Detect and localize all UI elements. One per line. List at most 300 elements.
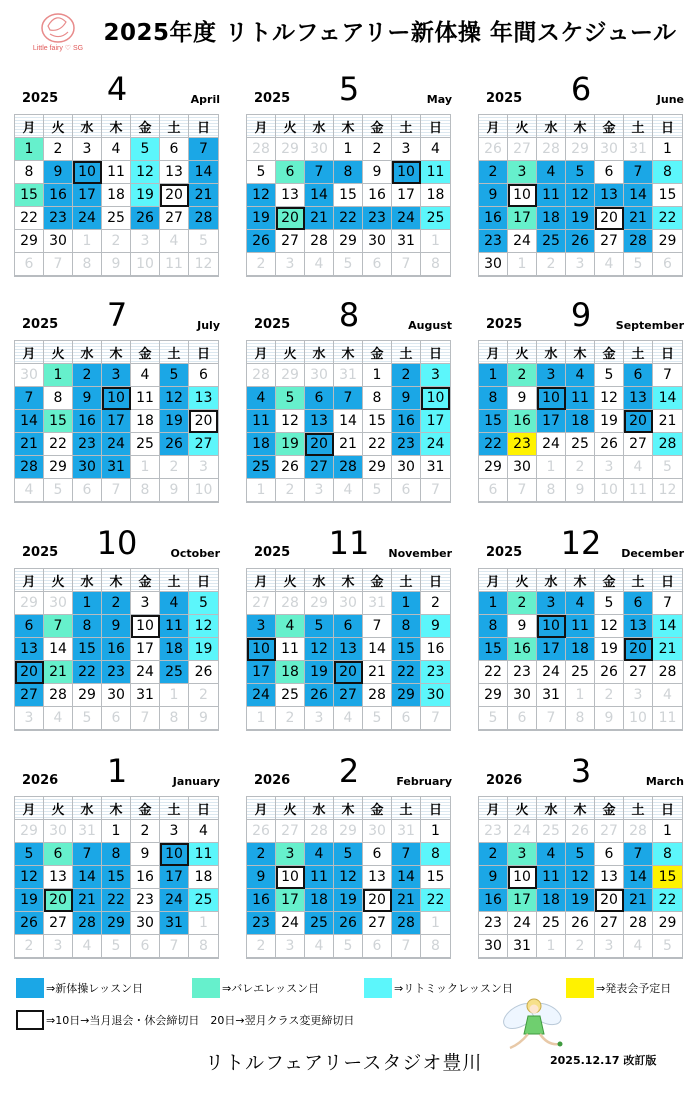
day-cell: 22 xyxy=(15,207,44,230)
day-cell: 16 xyxy=(508,410,537,433)
day-cell: 29 xyxy=(653,912,682,935)
month-block xyxy=(14,738,220,959)
adjacent-month-day: 2 xyxy=(537,253,566,276)
adjacent-month-day: 31 xyxy=(392,820,421,843)
day-cell: 12 xyxy=(15,866,44,889)
adjacent-month-day: 1 xyxy=(508,253,537,276)
adjacent-month-day: 8 xyxy=(566,707,595,730)
day-cell: 16 xyxy=(363,184,392,207)
day-cell: 14 xyxy=(44,638,73,661)
day-cell: 5 xyxy=(595,364,624,387)
adjacent-month-day: 2 xyxy=(247,935,276,958)
adjacent-month-day: 6 xyxy=(479,479,508,502)
weekday-header: 木 xyxy=(566,569,595,592)
day-cell: 28 xyxy=(653,661,682,684)
weekday-header: 土 xyxy=(160,341,189,364)
day-cell: 2 xyxy=(102,592,131,615)
day-cell: 16 xyxy=(102,638,131,661)
weekday-header: 火 xyxy=(508,115,537,138)
adjacent-month-day: 27 xyxy=(247,592,276,615)
day-cell: 7 xyxy=(653,364,682,387)
day-cell: 30 xyxy=(479,253,508,276)
day-cell: 31 xyxy=(392,230,421,253)
day-cell: 18 xyxy=(189,866,218,889)
day-cell: 4 xyxy=(566,364,595,387)
weekday-header: 木 xyxy=(102,797,131,820)
day-cell: 11 xyxy=(247,410,276,433)
weekday-header: 土 xyxy=(392,341,421,364)
revision-date: 2025.12.17 改訂版 xyxy=(550,1054,657,1067)
weekday-header: 日 xyxy=(421,115,450,138)
weekday-header: 火 xyxy=(44,115,73,138)
day-cell: 8 xyxy=(334,161,363,184)
adjacent-month-day: 9 xyxy=(595,707,624,730)
day-cell: 3 xyxy=(421,364,450,387)
day-cell: 1 xyxy=(653,138,682,161)
day-cell: 26 xyxy=(305,684,334,707)
adjacent-month-day: 7 xyxy=(392,253,421,276)
day-cell: 25 xyxy=(102,207,131,230)
day-cell: 25 xyxy=(247,456,276,479)
month-number: 5 xyxy=(338,70,360,108)
adjacent-month-day: 7 xyxy=(102,479,131,502)
day-cell: 18 xyxy=(305,889,334,912)
day-cell: 18 xyxy=(131,410,160,433)
adjacent-month-day: 29 xyxy=(276,364,305,387)
month-header xyxy=(14,510,220,568)
day-cell: 19 xyxy=(566,207,595,230)
day-cell: 10 xyxy=(160,843,189,866)
adjacent-month-day: 29 xyxy=(334,820,363,843)
adjacent-month-day: 6 xyxy=(131,935,160,958)
day-cell: 22 xyxy=(102,889,131,912)
day-cell: 26 xyxy=(189,661,218,684)
adjacent-month-day: 3 xyxy=(189,456,218,479)
adjacent-month-day: 3 xyxy=(44,935,73,958)
adjacent-month-day: 3 xyxy=(15,707,44,730)
day-cell: 21 xyxy=(653,410,682,433)
day-cell: 9 xyxy=(421,615,450,638)
adjacent-month-day: 10 xyxy=(595,479,624,502)
day-cell: 17 xyxy=(537,410,566,433)
weekday-header: 月 xyxy=(247,341,276,364)
day-cell: 27 xyxy=(624,661,653,684)
day-cell: 4 xyxy=(160,592,189,615)
month-year: 2025 xyxy=(22,317,59,332)
weekday-header: 土 xyxy=(392,569,421,592)
month-block xyxy=(478,738,684,959)
adjacent-month-day: 28 xyxy=(305,820,334,843)
month-number: 12 xyxy=(560,524,602,562)
adjacent-month-day: 3 xyxy=(595,935,624,958)
weekday-header: 火 xyxy=(508,569,537,592)
adjacent-month-day: 26 xyxy=(566,820,595,843)
day-cell: 29 xyxy=(363,456,392,479)
day-cell: 15 xyxy=(392,638,421,661)
day-cell: 21 xyxy=(334,433,363,456)
adjacent-month-day: 28 xyxy=(624,820,653,843)
day-cell: 11 xyxy=(566,387,595,410)
weekday-header: 火 xyxy=(508,797,537,820)
adjacent-month-day: 26 xyxy=(247,820,276,843)
day-cell: 14 xyxy=(624,184,653,207)
day-cell: 24 xyxy=(392,207,421,230)
adjacent-month-day: 5 xyxy=(102,935,131,958)
weekday-header: 水 xyxy=(537,115,566,138)
day-cell: 8 xyxy=(73,615,102,638)
adjacent-month-day: 30 xyxy=(305,138,334,161)
legend-swatch-green xyxy=(192,978,220,998)
day-cell: 6 xyxy=(189,364,218,387)
day-cell: 12 xyxy=(189,615,218,638)
adjacent-month-day: 27 xyxy=(276,820,305,843)
month-year: 2025 xyxy=(486,91,523,106)
day-cell: 29 xyxy=(44,456,73,479)
adjacent-month-day: 28 xyxy=(276,592,305,615)
month-english-name: December xyxy=(621,547,684,560)
day-cell: 28 xyxy=(624,230,653,253)
day-cell: 10 xyxy=(73,161,102,184)
day-cell: 24 xyxy=(131,661,160,684)
month-english-name: September xyxy=(615,319,684,332)
day-cell: 7 xyxy=(624,843,653,866)
month-day-grid xyxy=(14,114,219,277)
adjacent-month-day: 1 xyxy=(160,684,189,707)
day-cell: 22 xyxy=(73,661,102,684)
day-cell: 27 xyxy=(624,433,653,456)
day-cell: 10 xyxy=(102,387,131,410)
day-cell: 6 xyxy=(624,592,653,615)
day-cell: 27 xyxy=(189,433,218,456)
day-cell: 16 xyxy=(131,866,160,889)
adjacent-month-day: 6 xyxy=(363,253,392,276)
day-cell: 31 xyxy=(421,456,450,479)
day-cell: 3 xyxy=(102,364,131,387)
month-block xyxy=(478,56,684,277)
day-cell: 8 xyxy=(102,843,131,866)
weekday-header: 水 xyxy=(537,569,566,592)
weekday-header: 月 xyxy=(15,115,44,138)
day-cell: 14 xyxy=(15,410,44,433)
day-cell: 15 xyxy=(653,184,682,207)
day-cell: 4 xyxy=(421,138,450,161)
weekday-header: 水 xyxy=(305,797,334,820)
adjacent-month-day: 4 xyxy=(305,935,334,958)
day-cell: 1 xyxy=(479,364,508,387)
month-english-name: June xyxy=(656,93,684,106)
day-cell: 16 xyxy=(421,638,450,661)
day-cell: 27 xyxy=(363,912,392,935)
day-cell: 9 xyxy=(247,866,276,889)
weekday-header: 水 xyxy=(73,341,102,364)
adjacent-month-day: 8 xyxy=(131,479,160,502)
day-cell: 23 xyxy=(44,207,73,230)
month-header xyxy=(14,738,220,796)
month-english-name: April xyxy=(190,93,220,106)
weekday-header: 月 xyxy=(247,797,276,820)
weekday-header: 水 xyxy=(305,569,334,592)
day-cell: 22 xyxy=(334,207,363,230)
day-cell: 17 xyxy=(508,889,537,912)
day-cell: 31 xyxy=(508,935,537,958)
month-header xyxy=(246,738,452,796)
day-cell: 5 xyxy=(595,592,624,615)
weekday-header: 土 xyxy=(160,797,189,820)
day-cell: 22 xyxy=(421,889,450,912)
day-cell: 10 xyxy=(392,161,421,184)
month-english-name: October xyxy=(170,547,220,560)
adjacent-month-day: 5 xyxy=(189,230,218,253)
day-cell: 13 xyxy=(363,866,392,889)
day-cell: 26 xyxy=(276,456,305,479)
adjacent-month-day: 7 xyxy=(537,707,566,730)
day-cell: 25 xyxy=(160,661,189,684)
day-cell: 19 xyxy=(595,638,624,661)
adjacent-month-day: 6 xyxy=(392,707,421,730)
day-cell: 23 xyxy=(508,433,537,456)
month-header xyxy=(246,282,452,340)
day-cell: 20 xyxy=(363,889,392,912)
weekday-header: 日 xyxy=(189,797,218,820)
legend-swatch-yellow xyxy=(566,978,594,998)
day-cell: 23 xyxy=(508,661,537,684)
day-cell: 22 xyxy=(479,661,508,684)
day-cell: 10 xyxy=(247,638,276,661)
day-cell: 18 xyxy=(102,184,131,207)
day-cell: 12 xyxy=(305,638,334,661)
adjacent-month-day: 1 xyxy=(421,230,450,253)
month-block xyxy=(478,282,684,503)
adjacent-month-day: 4 xyxy=(624,456,653,479)
month-english-name: May xyxy=(426,93,452,106)
studio-logo xyxy=(20,6,96,56)
adjacent-month-day: 2 xyxy=(102,230,131,253)
day-cell: 15 xyxy=(102,866,131,889)
day-cell: 25 xyxy=(566,661,595,684)
weekday-header: 木 xyxy=(334,569,363,592)
month-header xyxy=(478,282,684,340)
day-cell: 24 xyxy=(73,207,102,230)
weekday-header: 金 xyxy=(131,797,160,820)
day-cell: 5 xyxy=(131,138,160,161)
adjacent-month-day: 11 xyxy=(160,253,189,276)
weekday-header: 土 xyxy=(160,115,189,138)
day-cell: 13 xyxy=(189,387,218,410)
month-block xyxy=(246,282,452,503)
weekday-header: 水 xyxy=(73,115,102,138)
adjacent-month-day: 7 xyxy=(508,479,537,502)
day-cell: 20 xyxy=(189,410,218,433)
adjacent-month-day: 4 xyxy=(334,479,363,502)
adjacent-month-day: 12 xyxy=(189,253,218,276)
day-cell: 16 xyxy=(479,207,508,230)
day-cell: 11 xyxy=(102,161,131,184)
day-cell: 9 xyxy=(131,843,160,866)
adjacent-month-day: 3 xyxy=(131,230,160,253)
month-number: 10 xyxy=(96,524,138,562)
day-cell: 14 xyxy=(189,161,218,184)
day-cell: 13 xyxy=(334,638,363,661)
weekday-header: 月 xyxy=(15,341,44,364)
day-cell: 18 xyxy=(566,638,595,661)
day-cell: 29 xyxy=(392,684,421,707)
day-cell: 23 xyxy=(102,661,131,684)
day-cell: 25 xyxy=(276,684,305,707)
day-cell: 24 xyxy=(421,433,450,456)
adjacent-month-day: 1 xyxy=(537,935,566,958)
adjacent-month-day: 30 xyxy=(15,364,44,387)
day-cell: 30 xyxy=(392,456,421,479)
weekday-header: 月 xyxy=(479,569,508,592)
day-cell: 7 xyxy=(305,161,334,184)
day-cell: 23 xyxy=(479,912,508,935)
adjacent-month-day: 27 xyxy=(595,820,624,843)
day-cell: 21 xyxy=(44,661,73,684)
legend-item-deadline xyxy=(16,1010,354,1030)
month-day-grid xyxy=(246,796,451,959)
day-cell: 7 xyxy=(392,843,421,866)
day-cell: 21 xyxy=(624,207,653,230)
day-cell: 12 xyxy=(566,866,595,889)
adjacent-month-day: 4 xyxy=(15,479,44,502)
month-day-grid xyxy=(14,796,219,959)
day-cell: 12 xyxy=(595,387,624,410)
adjacent-month-day: 4 xyxy=(624,935,653,958)
day-cell: 8 xyxy=(653,843,682,866)
weekday-header: 水 xyxy=(73,797,102,820)
month-day-grid xyxy=(14,568,219,731)
adjacent-month-day: 7 xyxy=(160,935,189,958)
day-cell: 19 xyxy=(334,889,363,912)
weekday-header: 日 xyxy=(189,569,218,592)
adjacent-month-day: 10 xyxy=(624,707,653,730)
adjacent-month-day: 3 xyxy=(305,479,334,502)
day-cell: 7 xyxy=(363,615,392,638)
weekday-header: 金 xyxy=(131,569,160,592)
day-cell: 24 xyxy=(102,433,131,456)
day-cell: 1 xyxy=(334,138,363,161)
day-cell: 27 xyxy=(595,912,624,935)
adjacent-month-day: 1 xyxy=(189,912,218,935)
adjacent-month-day: 31 xyxy=(334,364,363,387)
day-cell: 15 xyxy=(334,184,363,207)
day-cell: 6 xyxy=(595,161,624,184)
day-cell: 15 xyxy=(15,184,44,207)
day-cell: 23 xyxy=(247,912,276,935)
day-cell: 19 xyxy=(305,661,334,684)
adjacent-month-day: 11 xyxy=(653,707,682,730)
adjacent-month-day: 7 xyxy=(421,707,450,730)
day-cell: 28 xyxy=(363,684,392,707)
adjacent-month-day: 8 xyxy=(421,253,450,276)
adjacent-month-day: 8 xyxy=(189,935,218,958)
day-cell: 2 xyxy=(479,843,508,866)
day-cell: 24 xyxy=(537,433,566,456)
legend-item-recital xyxy=(566,978,671,998)
day-cell: 19 xyxy=(247,207,276,230)
day-cell: 16 xyxy=(247,889,276,912)
legend-swatch-boxed xyxy=(16,1010,44,1030)
adjacent-month-day: 9 xyxy=(102,253,131,276)
day-cell: 24 xyxy=(537,661,566,684)
weekday-header: 金 xyxy=(363,797,392,820)
adjacent-month-day: 5 xyxy=(334,253,363,276)
weekday-header: 土 xyxy=(624,797,653,820)
adjacent-month-day: 1 xyxy=(566,684,595,707)
adjacent-month-day: 4 xyxy=(305,253,334,276)
day-cell: 11 xyxy=(131,387,160,410)
month-header xyxy=(478,56,684,114)
month-english-name: February xyxy=(396,775,452,788)
day-cell: 26 xyxy=(566,230,595,253)
weekday-header: 火 xyxy=(276,115,305,138)
day-cell: 29 xyxy=(334,230,363,253)
day-cell: 18 xyxy=(537,207,566,230)
day-cell: 1 xyxy=(653,820,682,843)
adjacent-month-day: 5 xyxy=(363,479,392,502)
day-cell: 29 xyxy=(73,684,102,707)
adjacent-month-day: 5 xyxy=(44,479,73,502)
day-cell: 2 xyxy=(508,364,537,387)
day-cell: 29 xyxy=(102,912,131,935)
weekday-header: 土 xyxy=(624,341,653,364)
month-day-grid xyxy=(246,568,451,731)
day-cell: 2 xyxy=(421,592,450,615)
day-cell: 15 xyxy=(653,866,682,889)
day-cell: 20 xyxy=(624,638,653,661)
day-cell: 28 xyxy=(653,433,682,456)
day-cell: 13 xyxy=(624,615,653,638)
day-cell: 14 xyxy=(392,866,421,889)
day-cell: 5 xyxy=(189,592,218,615)
day-cell: 10 xyxy=(421,387,450,410)
day-cell: 29 xyxy=(653,230,682,253)
day-cell: 19 xyxy=(160,410,189,433)
day-cell: 23 xyxy=(131,889,160,912)
day-cell: 6 xyxy=(624,364,653,387)
weekday-header: 月 xyxy=(15,569,44,592)
day-cell: 26 xyxy=(247,230,276,253)
month-number: 8 xyxy=(338,296,360,334)
day-cell: 6 xyxy=(305,387,334,410)
weekday-header: 金 xyxy=(363,341,392,364)
day-cell: 28 xyxy=(624,912,653,935)
day-cell: 8 xyxy=(479,387,508,410)
day-cell: 3 xyxy=(73,138,102,161)
month-year: 2025 xyxy=(486,317,523,332)
weekday-header: 金 xyxy=(131,341,160,364)
adjacent-month-day: 29 xyxy=(566,138,595,161)
weekday-header: 火 xyxy=(276,341,305,364)
day-cell: 13 xyxy=(624,387,653,410)
month-block xyxy=(14,282,220,503)
day-cell: 17 xyxy=(160,866,189,889)
day-cell: 8 xyxy=(363,387,392,410)
month-header xyxy=(478,510,684,568)
month-year: 2025 xyxy=(254,91,291,106)
day-cell: 23 xyxy=(479,230,508,253)
day-cell: 5 xyxy=(160,364,189,387)
day-cell: 25 xyxy=(537,912,566,935)
day-cell: 12 xyxy=(160,387,189,410)
day-cell: 20 xyxy=(44,889,73,912)
day-cell: 4 xyxy=(131,364,160,387)
adjacent-month-day: 26 xyxy=(479,138,508,161)
adjacent-month-day: 1 xyxy=(537,456,566,479)
day-cell: 9 xyxy=(102,615,131,638)
day-cell: 6 xyxy=(595,843,624,866)
day-cell: 2 xyxy=(247,843,276,866)
